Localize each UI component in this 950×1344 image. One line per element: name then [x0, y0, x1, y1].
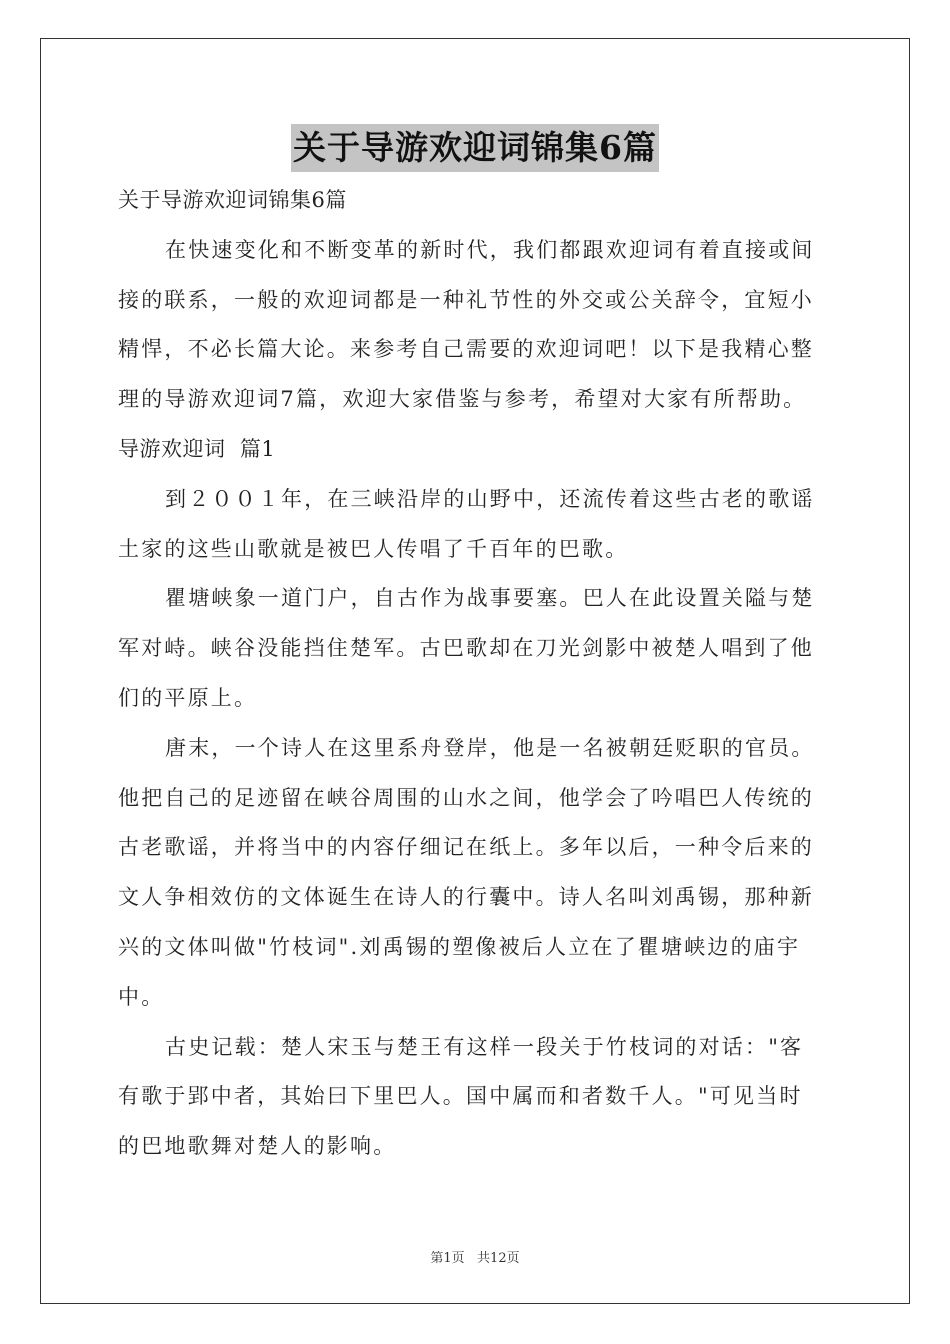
text-line: 到２００１年，在三峡沿岸的山野中，还流传着这些古老的歌谣: [165, 486, 815, 511]
document-body: [118, 176, 834, 1172]
text-line: 瞿塘峡象一道门户，自古作为战事要塞。巴人在此设置关隘与楚: [165, 586, 815, 611]
text-line: 兴的文体叫做"竹枝词".刘禹锡的塑像被后人立在了瞿塘峡边的庙宇: [118, 934, 801, 959]
document-subtitle: 关于导游欢迎词锦集6篇: [118, 188, 347, 212]
section-paragraph: [118, 724, 834, 1023]
section-paragraph: [118, 1023, 834, 1172]
text-line: 精悍，不必长篇大论。来参考自己需要的欢迎词吧！以下是我精心整: [118, 337, 814, 362]
title-wrap: [0, 124, 950, 172]
page-number: 第1页 共12页: [430, 1251, 520, 1266]
text-line: 军对峙。峡谷没能挡住楚军。古巴歌却在刀光剑影中被楚人唱到了他: [118, 636, 814, 661]
section-heading: 导游欢迎词 篇1: [118, 436, 276, 461]
page-footer: [0, 1247, 950, 1266]
text-line: 中。: [118, 984, 165, 1009]
text-line: 古老歌谣，并将当中的内容仔细记在纸上。多年以后，一种令后来的: [118, 835, 814, 860]
intro-paragraph: [118, 226, 834, 425]
text-line: 古史记载：楚人宋玉与楚王有这样一段关于竹枝词的对话："客: [165, 1034, 804, 1059]
text-line: 土家的这些山歌就是被巴人传唱了千百年的巴歌。: [118, 536, 629, 561]
text-line: 文人争相效仿的文体诞生在诗人的行囊中。诗人名叫刘禹锡，那种新: [118, 885, 814, 910]
text-line: 他把自己的足迹留在峡谷周围的山水之间，他学会了吟唱巴人传统的: [118, 785, 814, 810]
text-line: 的巴地歌舞对楚人的影响。: [118, 1134, 397, 1159]
text-line: 有歌于郢中者，其始曰下里巴人。国中属而和者数千人。"可见当时: [118, 1084, 803, 1109]
section-paragraph: [118, 475, 834, 575]
text-line: 接的联系，一般的欢迎词都是一种礼节性的外交或公关辞令，宜短小: [118, 287, 814, 312]
text-line: 唐末，一个诗人在这里系舟登岸，他是一名被朝廷贬职的官员。: [165, 735, 815, 760]
text-line: 们的平原上。: [118, 685, 258, 710]
text-line: 理的导游欢迎词7篇，欢迎大家借鉴与参考，希望对大家有所帮助。: [118, 387, 807, 412]
section-paragraph: [118, 574, 834, 723]
document-title: 关于导游欢迎词锦集6篇: [291, 124, 659, 172]
text-line: 在快速变化和不断变革的新时代，我们都跟欢迎词有着直接或间: [165, 237, 815, 262]
